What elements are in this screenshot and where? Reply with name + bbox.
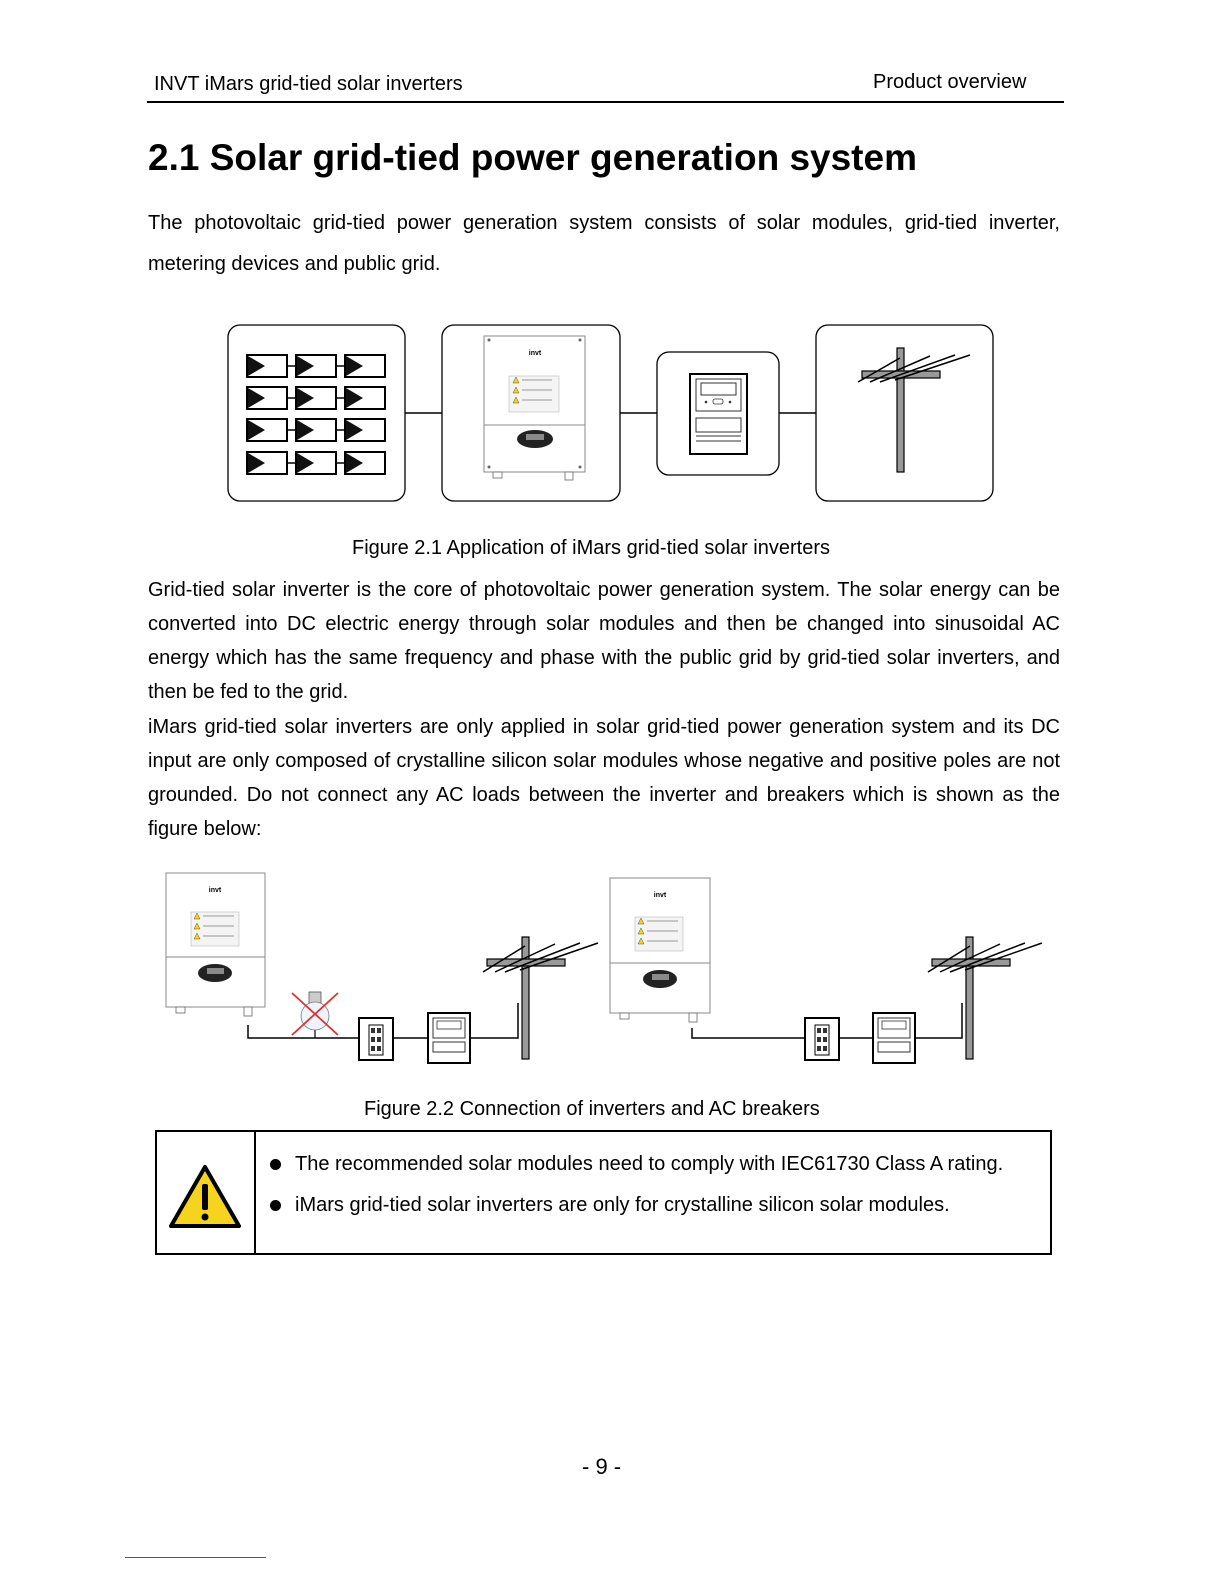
inverter-brand-logo-right: invt (653, 892, 667, 899)
warning-icon (168, 1164, 242, 1230)
wrong-connection-diagram (166, 873, 598, 1063)
page-number: - 9 - (582, 1454, 622, 1479)
ac-breaker-icon (805, 1018, 839, 1060)
body-paragraph-1: Grid-tied solar inverter is the core of photovoltaic power generation system. The solar energy can be converted into DC electric energy through solar modules and then be changed into sinusoidal AC energy which has the same frequency and phase with the public grid by grid-tied solar inverters, and then be fed to the grid. (148, 579, 1060, 703)
correct-connection-diagram (610, 878, 1042, 1063)
note-item: iMars grid-tied solar inverters are only for crystalline silicon solar modules. (269, 1191, 1003, 1232)
energy-meter-icon (873, 1013, 915, 1063)
body-paragraph-2: iMars grid-tied solar inverters are only applied in solar grid-tied power generation system and its DC input are only composed of crystalline silicon solar modules whose negative and positive poles are not grounded. Do not connect any AC loads between the inverter and breakers which is shown as the figure below: (148, 716, 1060, 840)
intro-paragraph: The photovoltaic grid-tied power generation system consists of solar modules, grid-tied inverter, metering devices and public grid. (148, 212, 1060, 275)
energy-meter-icon (428, 1013, 470, 1063)
inverter-brand-logo: invt (528, 350, 542, 357)
grid-pole-icon (928, 937, 1042, 1059)
note-list (269, 1150, 1003, 1232)
forbidden-ac-load-icon (292, 992, 338, 1035)
header-right: Product overview (873, 71, 1027, 93)
footnote-rule (125, 1557, 266, 1558)
figure-2-2-caption: Figure 2.2 Connection of inverters and AC breakers (364, 1098, 820, 1120)
section-title: 2.1 Solar grid-tied power generation system (148, 137, 917, 178)
note-item: The recommended solar modules need to comply with IEC61730 Class A rating. (269, 1150, 1003, 1191)
ac-breaker-icon (359, 1018, 393, 1060)
grid-pole-icon (483, 937, 598, 1059)
warning-icon-cell (157, 1132, 256, 1253)
inverter-brand-logo-left: invt (208, 887, 222, 894)
figure-2-1-caption: Figure 2.1 Application of iMars grid-tied solar inverters (352, 537, 830, 559)
header-left: INVT iMars grid-tied solar inverters (154, 73, 463, 95)
warning-note-box (155, 1130, 1052, 1255)
